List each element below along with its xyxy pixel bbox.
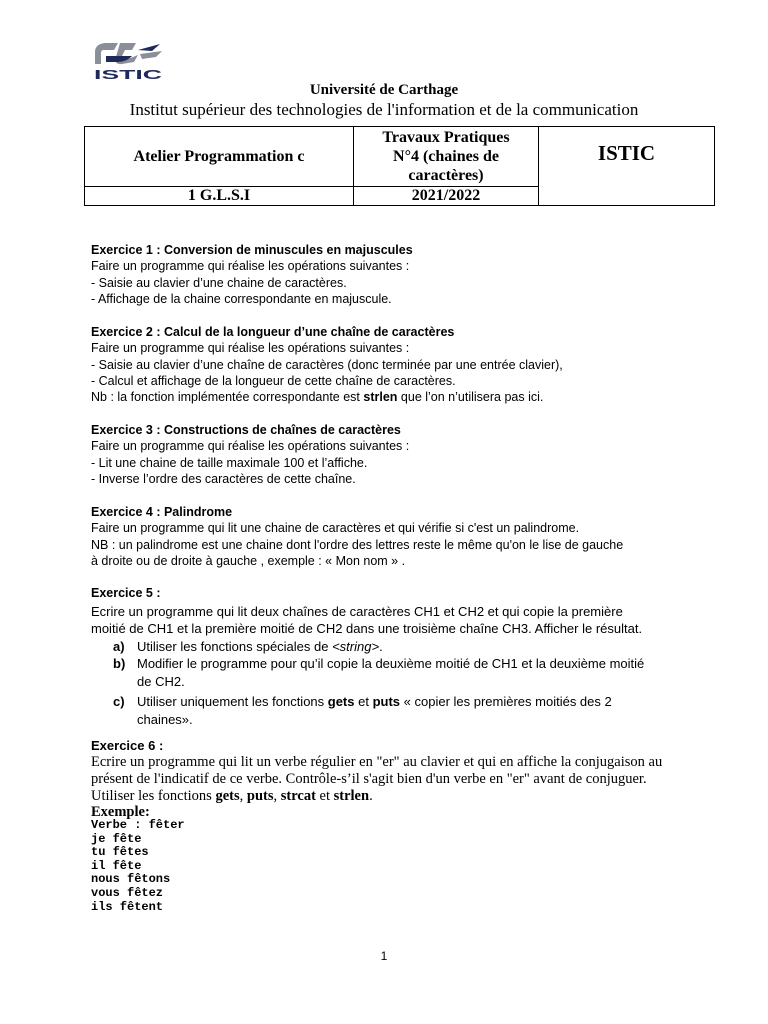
exercise-1 bbox=[91, 242, 413, 307]
paragraph-line: Utiliser les fonctions gets, puts, strcat et strlen. bbox=[91, 788, 373, 804]
exercise-title: Exercice 6 : bbox=[91, 738, 164, 753]
sub-item-c: c) Utiliser uniquement les fonctions gets et puts « copier les premières moitiés des 2 bbox=[113, 694, 612, 709]
tp-title: Travaux Pratiques N°4 (chaines de caractères) bbox=[354, 127, 539, 187]
code-line: Verbe : fêter bbox=[91, 818, 185, 832]
class-level: 1 G.L.S.I bbox=[85, 187, 354, 206]
exercise-5 bbox=[91, 585, 644, 728]
paragraph-line: - Lit une chaine de taille maximale 100 et l’affiche. bbox=[91, 455, 368, 470]
sub-item-b: b) Modifier le programme pour qu’il copie la deuxième moitié de CH1 et la deuxième moitié bbox=[113, 656, 645, 671]
header-table bbox=[84, 126, 715, 206]
paragraph-line: moitié de CH1 et la première moitié de CH2 dans une troisième chaîne CH3. Afficher le résultat. bbox=[91, 621, 643, 636]
paragraph-line: Faire un programme qui réalise les opérations suivantes : bbox=[91, 341, 410, 356]
exercise-4 bbox=[91, 504, 623, 569]
university-name: Université de Carthage bbox=[309, 82, 459, 98]
exercise-6 bbox=[91, 754, 662, 820]
paragraph-line: à droite ou de droite à gauche , exemple : « Mon nom » . bbox=[91, 553, 406, 568]
paragraph-line: Ecrire un programme qui lit un verbe régulier en "er" au clavier et qui en affiche la conjugaison au bbox=[91, 754, 663, 770]
sub-item-b-cont: de CH2. bbox=[137, 673, 185, 689]
paragraph-line: - Affichage de la chaine correspondante en majuscule. bbox=[91, 291, 392, 306]
exercise-title: Exercice 1 : Conversion de minuscules en majuscules bbox=[91, 243, 413, 257]
sub-item-c-cont: chaines». bbox=[137, 711, 193, 727]
example-label: Exemple: bbox=[91, 804, 150, 820]
code-line: nous fêtons bbox=[91, 872, 171, 887]
paragraph-line: - Calcul et affichage de la longueur de cette chaîne de caractères. bbox=[91, 373, 456, 388]
exercise-title: Exercice 4 : Palindrome bbox=[91, 505, 233, 519]
logo-text: ISTIC bbox=[94, 67, 164, 82]
paragraph-line: Faire un programme qui réalise les opérations suivantes : bbox=[91, 439, 410, 454]
institute-name: Institut supérieur des technologies de l'information et de la communication bbox=[129, 100, 639, 119]
sub-item-a: a) Utiliser les fonctions spéciales de <string>. bbox=[113, 638, 383, 654]
paragraph-line: Ecrire un programme qui lit deux chaînes de caractères CH1 et CH2 et qui copie la première bbox=[91, 603, 623, 619]
paragraph-line: Faire un programme qui réalise les opérations suivantes : bbox=[91, 259, 410, 274]
page-number: 1 bbox=[380, 949, 388, 963]
code-line: tu fêtes bbox=[91, 845, 149, 860]
exercise-title: Exercice 5 : bbox=[91, 586, 161, 600]
code-example bbox=[91, 819, 185, 914]
exercise-title: Exercice 3 : Constructions de chaînes de caractères bbox=[91, 423, 401, 437]
school-name: ISTIC bbox=[539, 127, 715, 206]
exercise-3 bbox=[91, 422, 409, 487]
paragraph-line: présent de l'indicatif de ce verbe. Contrôle-s’il s'agit bien d'un verbe en "er" avant de conjuguer. bbox=[91, 771, 647, 787]
paragraph-line: Faire un programme qui lit une chaine de caractères et qui vérifie si c'est un palindrome. bbox=[91, 521, 580, 536]
academic-year: 2021/2022 bbox=[354, 187, 539, 206]
paragraph-line: - Saisie au clavier d’une chaine de caractères. bbox=[91, 275, 347, 290]
paragraph-line: - Saisie au clavier d’une chaîne de caractères (donc terminée par une entrée clavier), bbox=[91, 357, 563, 372]
paragraph-line: NB : un palindrome est une chaine dont l'ordre des lettres reste le même qu'on le lise de gauche bbox=[91, 537, 624, 552]
exercise-title: Exercice 2 : Calcul de la longueur d’une chaîne de caractères bbox=[91, 325, 455, 339]
paragraph-line: Nb : la fonction implémentée correspondante est strlen que l’on n’utilisera pas ici. bbox=[91, 390, 544, 405]
istic-logo bbox=[92, 42, 164, 82]
code-line: vous fêtez bbox=[91, 885, 164, 900]
code-line: ils fêtent bbox=[91, 899, 164, 914]
course-name: Atelier Programmation c bbox=[85, 127, 354, 187]
code-line: je fête bbox=[91, 831, 142, 846]
code-line: il fête bbox=[91, 858, 142, 873]
exercise-2 bbox=[91, 324, 563, 405]
paragraph-line: - Inverse l’ordre des caractères de cette chaîne. bbox=[91, 471, 356, 486]
